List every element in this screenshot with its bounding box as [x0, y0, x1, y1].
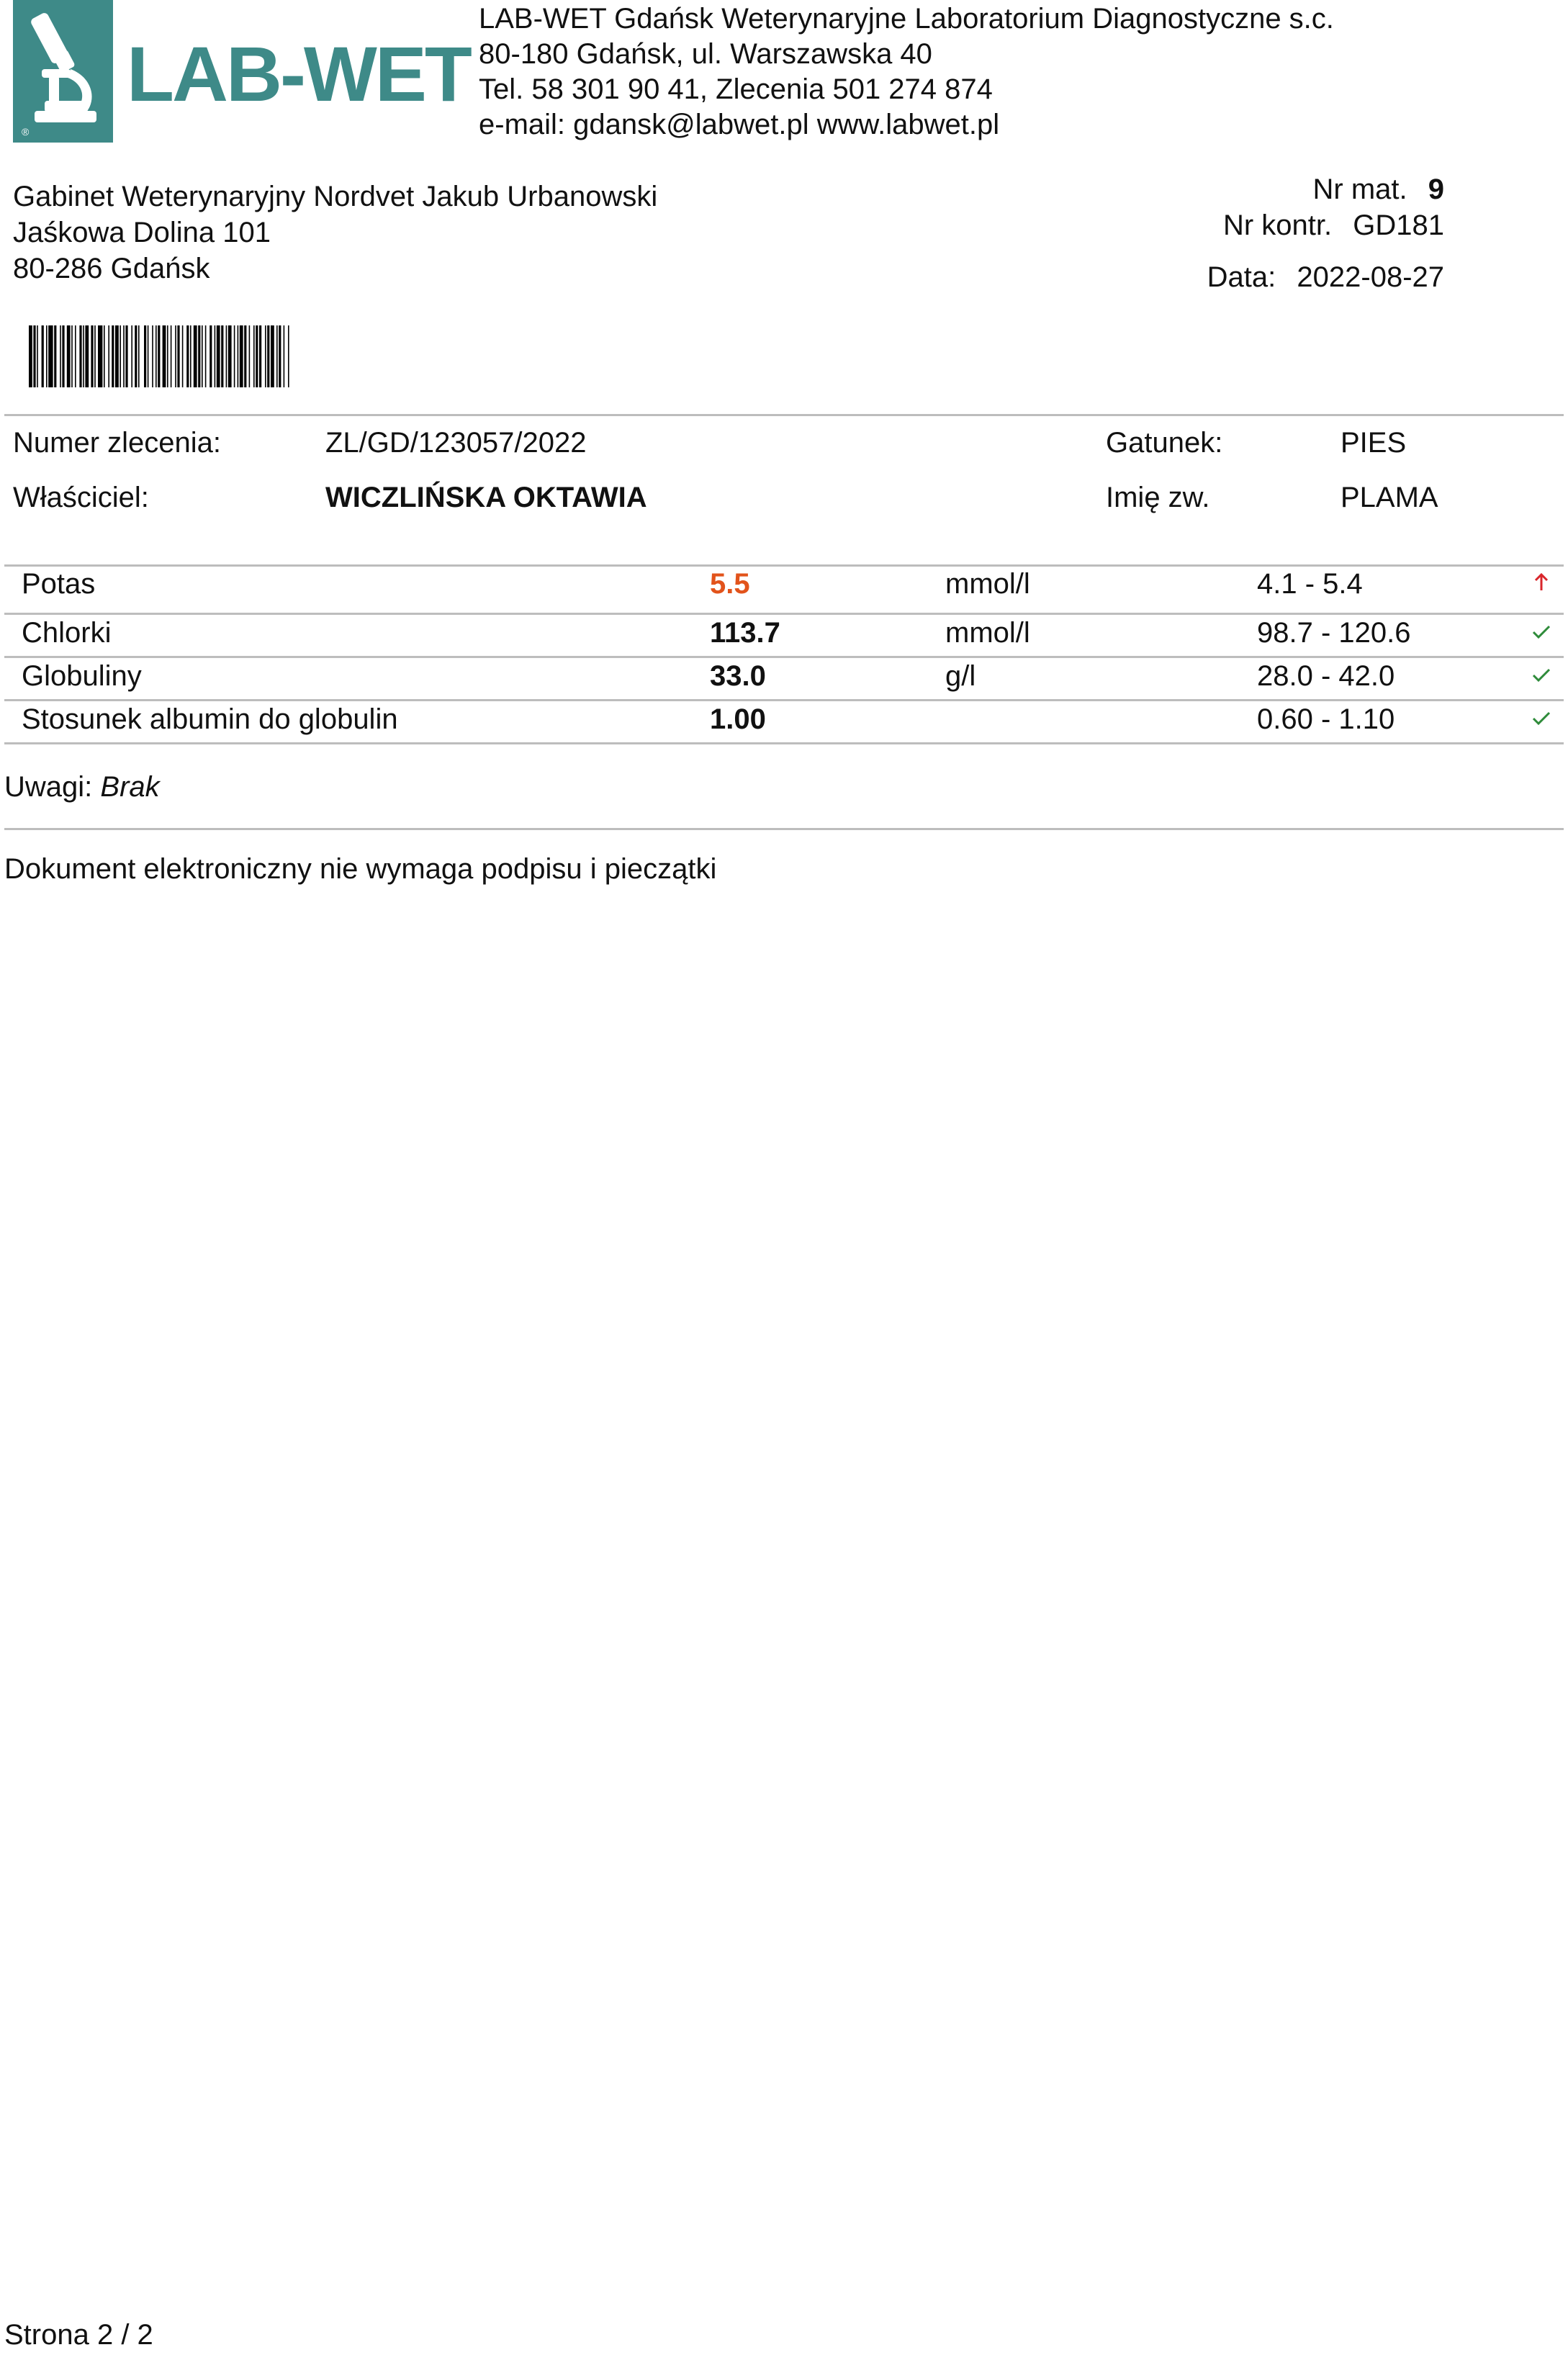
disclaimer: Dokument elektroniczny nie wymaga podpisu i pieczątki: [4, 853, 717, 885]
svg-text:®: ®: [22, 126, 30, 138]
order-number-label: Numer zlecenia:: [13, 427, 222, 459]
clinic-city: 80-286 Gdańsk: [13, 253, 210, 284]
check-icon: [1531, 707, 1552, 729]
result-range: 98.7 - 120.6: [1257, 617, 1411, 649]
result-value: 113.7: [710, 617, 780, 649]
date-row: [1207, 259, 1444, 295]
result-value: 5.5: [710, 568, 750, 600]
clinic-address-block: [13, 179, 657, 287]
divider: [4, 828, 1564, 830]
result-unit: g/l: [945, 660, 976, 692]
barcode: [29, 325, 392, 387]
result-name: Stosunek albumin do globulin: [22, 703, 398, 735]
animal-name-label: Imię zw.: [1106, 482, 1210, 513]
result-name: Chlorki: [22, 617, 112, 649]
date-value: 2022-08-27: [1297, 261, 1444, 293]
species-value: PIES: [1341, 427, 1407, 459]
notes-label: Uwagi:: [4, 771, 93, 803]
result-value: 33.0: [710, 660, 766, 692]
result-range: 4.1 - 5.4: [1257, 568, 1363, 600]
result-range: 0.60 - 1.10: [1257, 703, 1395, 735]
page-number: Strona 2 / 2: [4, 2319, 153, 2351]
notes: [4, 769, 160, 805]
result-unit: mmol/l: [945, 617, 1030, 649]
lab-contact-block: [479, 1, 1334, 143]
lab-email-web: e-mail: gdansk@labwet.pl www.labwet.pl: [479, 109, 1000, 140]
date-label: Data:: [1207, 261, 1276, 293]
clinic-name: Gabinet Weterynaryjny Nordvet Jakub Urbanowski: [13, 181, 658, 212]
species-label: Gatunek:: [1106, 427, 1223, 459]
up-arrow-icon: [1531, 572, 1552, 593]
owner-value: WICZLIŃSKA OKTAWIA: [325, 482, 647, 513]
result-value: 1.00: [710, 703, 766, 735]
lab-phone: Tel. 58 301 90 41, Zlecenia 501 274 874: [479, 73, 993, 105]
row-divider: [4, 742, 1564, 744]
nr-mat-row: [1313, 171, 1445, 207]
owner-label: Właściciel:: [13, 482, 149, 513]
microscope-icon: [13, 0, 113, 143]
result-name: Globuliny: [22, 660, 142, 692]
nr-kontr-row: [1223, 207, 1444, 243]
nr-kontr-value: GD181: [1353, 210, 1444, 241]
check-icon: [1531, 621, 1552, 642]
lab-name: LAB-WET Gdańsk Weterynaryjne Laboratorium Diagnostyczne s.c.: [479, 3, 1334, 35]
order-number-value: ZL/GD/123057/2022: [325, 427, 587, 459]
divider: [4, 414, 1564, 416]
brand-wordmark: LAB-WET: [127, 30, 470, 117]
nr-mat-value: 9: [1428, 174, 1444, 205]
nr-mat-label: Nr mat.: [1312, 174, 1407, 205]
nr-kontr-label: Nr kontr.: [1222, 210, 1333, 241]
lab-address: 80-180 Gdańsk, ul. Warszawska 40: [479, 38, 932, 70]
result-range: 28.0 - 42.0: [1257, 660, 1395, 692]
result-unit: mmol/l: [945, 568, 1030, 600]
notes-value: Brak: [100, 771, 160, 803]
lab-logo: [13, 0, 470, 143]
clinic-street: Jaśkowa Dolina 101: [13, 217, 271, 248]
result-name: Potas: [22, 568, 96, 600]
check-icon: [1531, 664, 1552, 685]
animal-name-value: PLAMA: [1341, 482, 1438, 513]
